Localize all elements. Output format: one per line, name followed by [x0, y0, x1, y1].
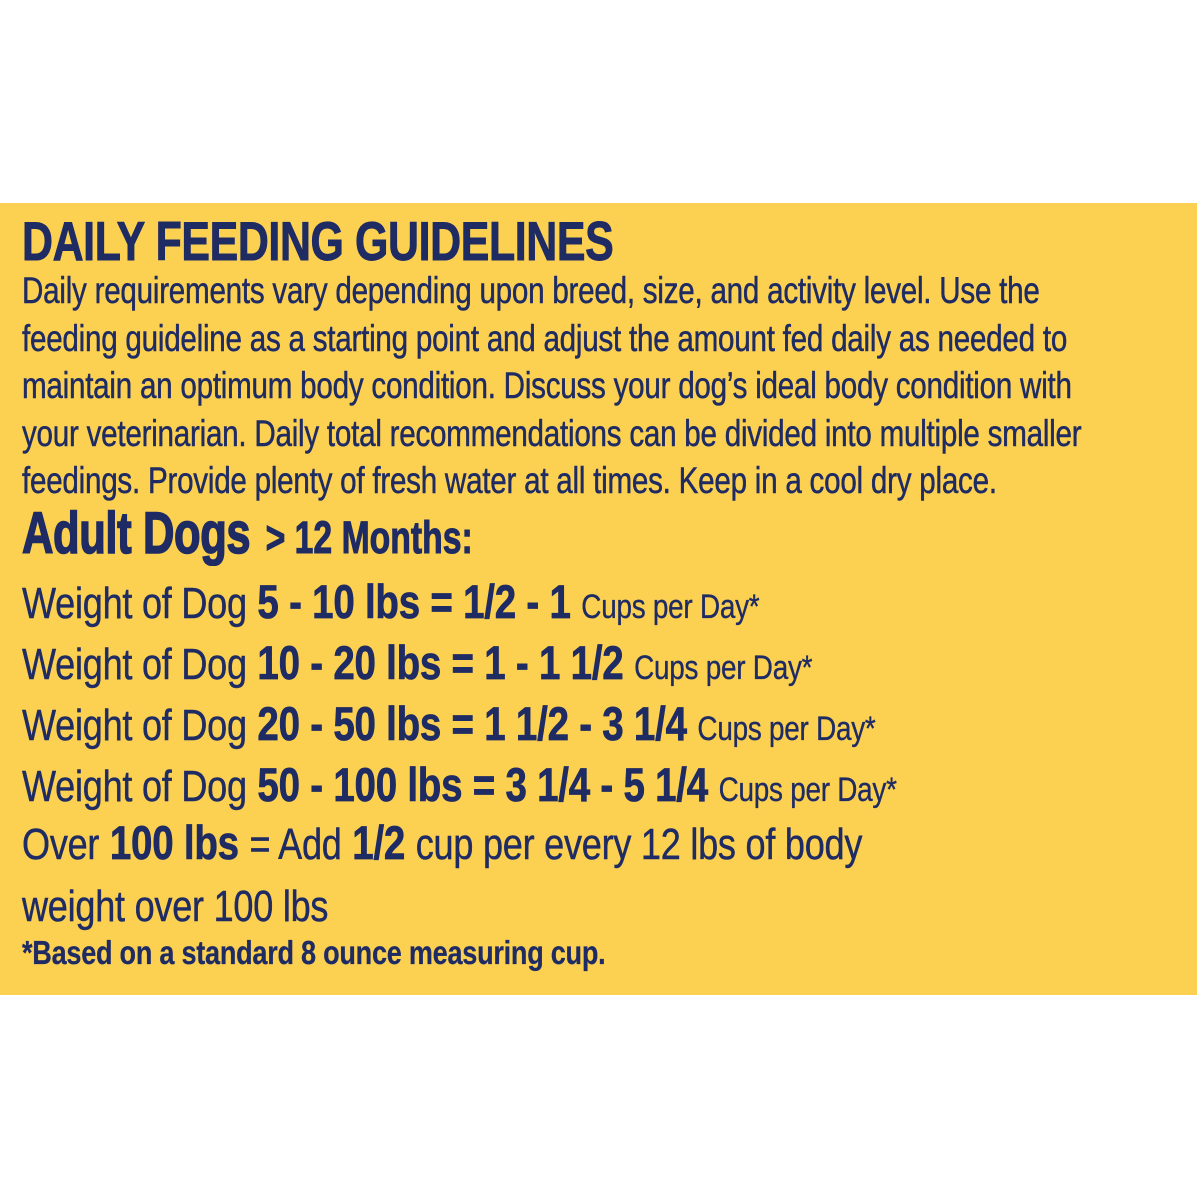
- adult-dogs-heading: [22, 502, 473, 566]
- twelve-months-label: > 12 Months:: [265, 512, 473, 563]
- intro-line-2: feeding guideline as a starting point and adjust the amount fed daily as needed to: [22, 317, 1068, 359]
- intro-line-3: maintain an optimum body condition. Discuss your dog’s ideal body condition with: [22, 365, 1072, 406]
- weight-range-amount: 10 - 20 lbs = 1 - 1 1/2: [257, 636, 624, 689]
- guideline-row-10-20-lbs: [22, 636, 812, 691]
- cups-per-day-label: Cups per Day*: [634, 649, 813, 687]
- cups-per-day-label: Cups per Day*: [697, 710, 876, 748]
- guideline-row-20-50-lbs: [22, 697, 876, 752]
- cups-per-day-label: Cups per Day*: [718, 771, 897, 809]
- weight-range-amount: 20 - 50 lbs = 1 1/2 - 3 1/4: [257, 697, 687, 750]
- feeding-guidelines-panel: [0, 203, 1197, 995]
- intro-line-4: your veterinarian. Daily total recommendations can be divided into multiple smaller: [22, 412, 1082, 454]
- weight-of-dog-label: Weight of Dog: [22, 762, 247, 811]
- daily-feeding-guidelines-title: DAILY FEEDING GUIDELINES: [22, 210, 614, 272]
- over-100-lbs-rule-continued: [22, 878, 328, 933]
- weight-range-amount: 50 - 100 lbs = 3 1/4 - 5 1/4: [257, 758, 708, 811]
- weight-of-dog-label: Weight of Dog: [22, 579, 247, 628]
- weight-over-100-label: weight over 100 lbs: [22, 882, 329, 931]
- intro-line-5: feedings. Provide plenty of fresh water at all times. Keep in a cool dry place.: [22, 460, 997, 501]
- half-cup-label: 1/2: [352, 816, 406, 869]
- cups-per-day-label: Cups per Day*: [581, 588, 760, 626]
- guideline-row-50-100-lbs: [22, 758, 897, 813]
- intro-paragraph: [22, 267, 1081, 505]
- weight-of-dog-label: Weight of Dog: [22, 640, 247, 689]
- weight-range-amount: 5 - 10 lbs = 1/2 - 1: [257, 575, 571, 628]
- per-12-lbs-label: cup per every 12 lbs of body: [415, 820, 863, 869]
- hundred-lbs-label: 100 lbs: [109, 816, 239, 869]
- over-label: Over: [22, 820, 100, 869]
- intro-line-1: Daily requirements vary depending upon breed, size, and activity level. Use the: [22, 270, 1040, 311]
- guideline-row-5-10-lbs: [22, 575, 759, 630]
- adult-dogs-label: Adult Dogs: [22, 501, 251, 566]
- over-100-lbs-rule: [22, 816, 862, 871]
- weight-of-dog-label: Weight of Dog: [22, 701, 247, 750]
- measuring-cup-footnote: *Based on a standard 8 ounce measuring cup.: [22, 934, 606, 971]
- equals-add-label: = Add: [249, 820, 342, 869]
